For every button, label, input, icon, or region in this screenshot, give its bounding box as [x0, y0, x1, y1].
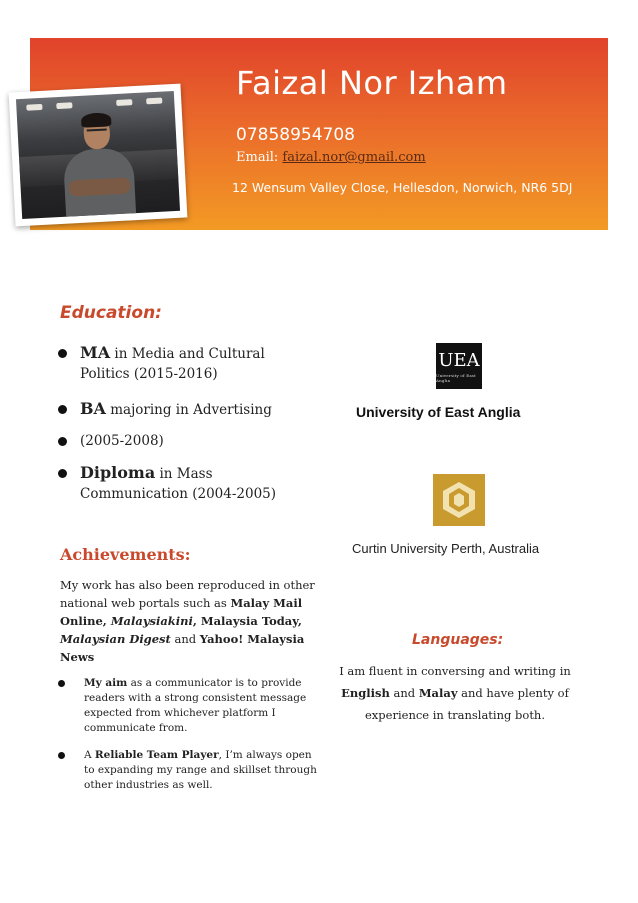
list-item: A Reliable Team Player, I’m always open to expanding my range and skillset through other industries as well.	[58, 748, 318, 793]
curtin-crest-icon	[433, 474, 485, 526]
languages-text: I am fluent in conversing and writing in English and Malay and have plenty of experience in translating both.	[339, 664, 571, 722]
candidate-name: Faizal Nor Izham	[236, 64, 508, 102]
email-line	[236, 150, 426, 165]
curtin-name: Curtin University Perth, Australia	[352, 541, 540, 556]
phone-number: 07858954708	[236, 125, 355, 145]
achievements-title: Achievements:	[60, 545, 191, 564]
list-item: Diploma in Mass Communication (2004-2005)	[58, 463, 276, 504]
profile-photo	[16, 91, 180, 219]
email-link[interactable]: faizal.nor@gmail.com	[282, 150, 426, 165]
achievements-intro: My work has also been reproduced in other national web portals such as Malay Mail Online, Malaysiakini, Malaysia Today, Malaysian Digest and Yahoo! Malaysia News	[60, 578, 315, 664]
list-item: My aim as a communicator is to provide readers with a strong consistent message expected from whichever platform I communicate from.	[58, 676, 318, 736]
list-item: (2005-2008)	[58, 431, 164, 451]
curtin-logo	[433, 474, 485, 526]
list-item: MA in Media and Cultural Politics (2015-2016)	[58, 343, 265, 384]
profile-photo-frame	[9, 84, 188, 227]
address: 12 Wensum Valley Close, Hellesdon, Norwich, NR6 5DJ	[232, 180, 573, 195]
uea-logo: UEA University of East Anglia	[436, 343, 482, 389]
uea-name: University of East Anglia	[356, 404, 521, 420]
list-item: BA majoring in Advertising	[58, 399, 272, 420]
education-title: Education:	[60, 303, 162, 323]
languages-title: Languages:	[412, 632, 504, 648]
email-label: Email:	[236, 150, 283, 165]
